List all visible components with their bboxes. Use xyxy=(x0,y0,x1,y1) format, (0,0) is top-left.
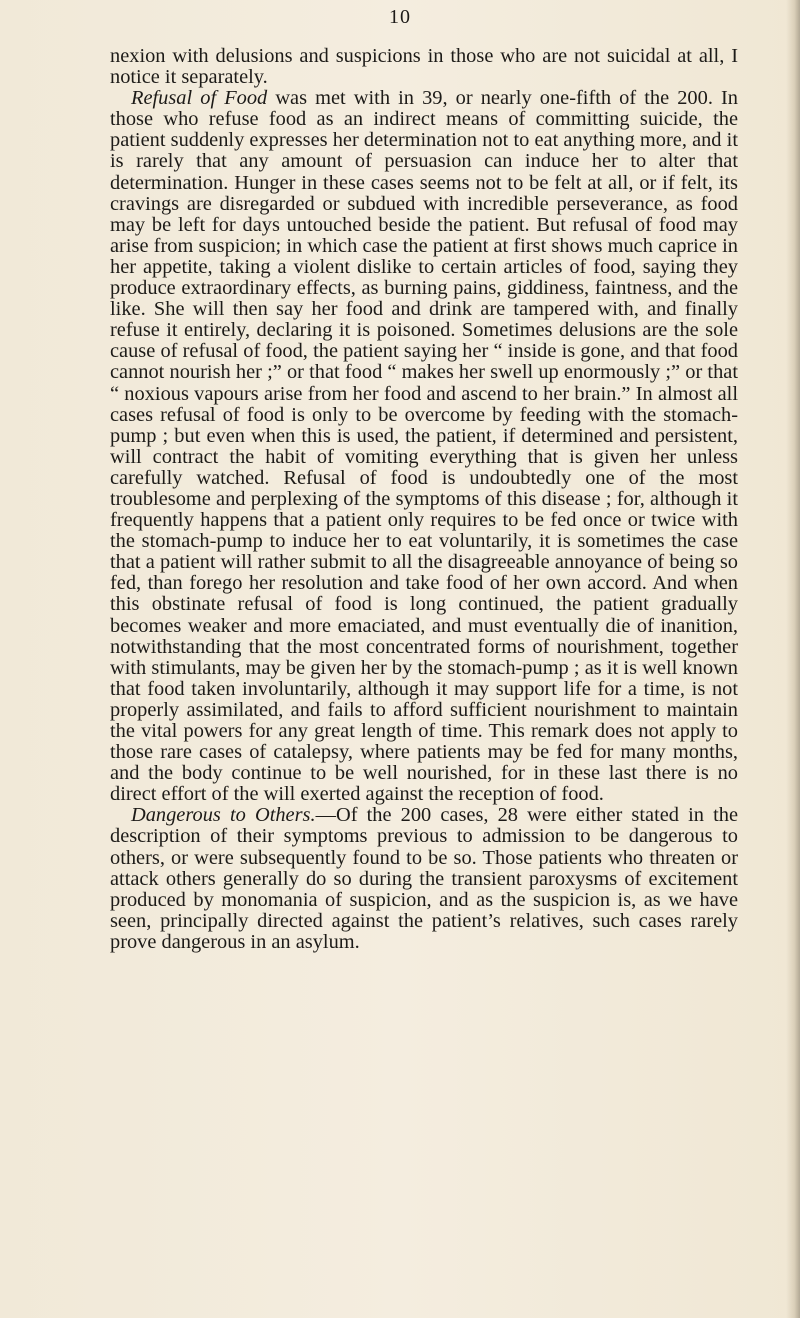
paragraph-dangerous-to-others xyxy=(110,805,738,953)
paragraph-3-text: —Of the 200 cases, 28 were either stated in the description of their symptoms previous to admission to be dangerous to others, or were subsequently found to be so. Those patients who threaten or attack others generally do so during the transient paroxysms of excitement produced by monomania of suspicion, and as the suspicion is, as we have seen, principally directed against the patient’s relatives, such cases rarely prove dangerous in an asylum. xyxy=(110,804,738,953)
paragraph-1 xyxy=(110,46,738,88)
section-heading-refusal-of-food: Refusal of Food xyxy=(131,87,268,110)
page-number: 10 xyxy=(389,6,411,28)
body-text xyxy=(110,46,738,953)
page-edge-shadow xyxy=(786,0,800,1318)
paragraph-refusal-of-food xyxy=(110,88,738,805)
paragraph-2-text: was met with in 39, or nearly one-fifth of the 200. In those who refuse food as an indirect means of committing suicide, the patient suddenly expresses her determination not to eat anything more, and it is rarely that any amount of persuasion can induce her to alter that determination. Hunger in these cases seems not to be felt at all, or if felt, its cravings are disregarded or subdued with incredible perseverance, as food may be left for days untouched beside the patient. But refusal of food may arise from suspicion; in which case the patient at first shows much caprice in her appetite, taking a violent dislike to certain articles of food, saying they produce extraordinary effects, as burning pains, giddiness, faintness, and the like. She will then say her food and drink are tampered with, and finally refuse it entirely, declaring it is poisoned. Sometimes delusions are the sole cause of refusal of food, the patient saying her “ inside is gone, and that food cannot nourish her ;” or that food “ makes her swell up enormously ;” or that “ noxious vapours arise from her food and ascend to her brain.” In almost all cases refusal of food is only to be overcome by feeding with the stomach-pump ; but even when this is used, the patient, if determined and persistent, will contract the habit of vomiting everything that is given her unless carefully watched. Refusal of food is undoubtedly one of the most troublesome and perplexing of the symptoms of this disease ; for, although it frequently happens that a patient only requires to be fed once or twice with the stomach-pump to induce her to eat voluntarily, it is sometimes the case that a patient will rather submit to all the disagreeable annoyance of being so fed, than forego her resolution and take food of her own accord. And when this obstinate refusal of food is long continued, the patient gradually becomes weaker and more emaciated, and must eventually die of inanition, notwithstanding that the most concentrated forms of nourishment, together with stimulants, may be given her by the stomach-pump ; as it is well known that food taken involuntarily, although it may support life for a time, is not properly assimilated, and fails to afford sufficient nourishment to maintain the vital powers for any great length of time. This remark does not apply to those rare cases of catalepsy, where patients may be fed for many months, and the body continue to be well nourished, for in these last there is no direct effort of the will exerted against the reception of food. xyxy=(110,87,738,806)
section-heading-dangerous-to-others: Dangerous to Others. xyxy=(131,804,316,827)
paragraph-1-text: nexion with delusions and suspicions in those who are not suicidal at all, I notice it separately. xyxy=(110,45,738,89)
